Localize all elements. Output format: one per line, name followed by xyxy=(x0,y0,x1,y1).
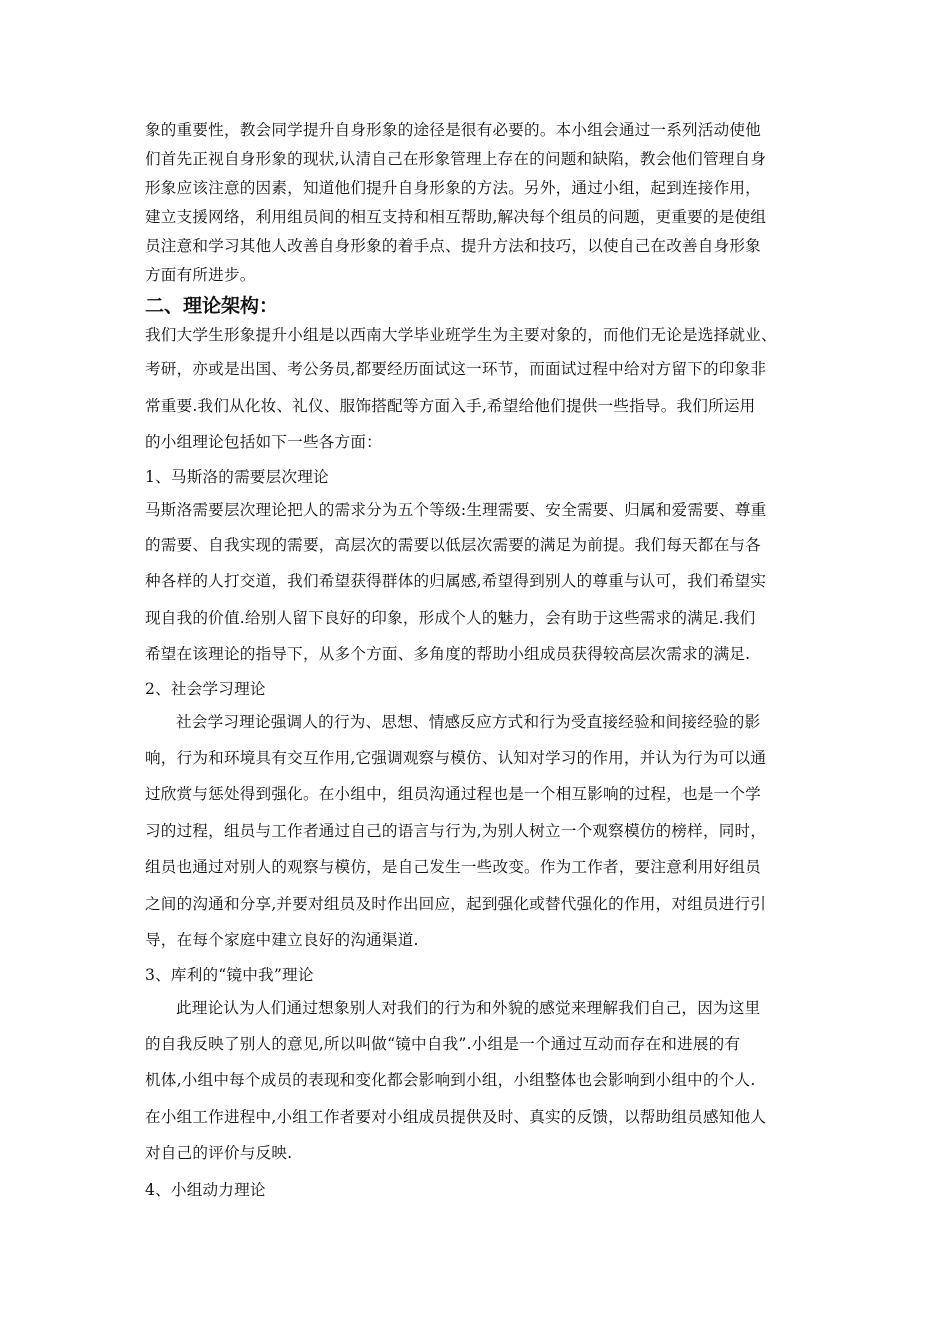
text-line: 的小组理论包括如下一些各方面： xyxy=(145,433,382,451)
theory-paragraph xyxy=(145,991,810,1172)
section-heading: 二、理论架构： xyxy=(145,295,279,317)
text-line: 机体,小组中每个成员的表现和变化都会影响到小组，小组整体也会影响到小组中的个人. xyxy=(145,1071,756,1089)
text-line: 常重要.我们从化妆、礼仪、服饰搭配等方面入手,希望给他们提供一些指导。我们所运用 xyxy=(145,396,756,415)
text-line: 我们大学生形象提升小组是以西南大学毕业班学生为主要对象的，而他们无论是选择就业、 xyxy=(145,326,777,344)
text-line: 过欣赏与惩处得到强化。在小组中，组员沟通过程也是一个相互影响的过程，也是一个学 xyxy=(145,785,761,803)
text-line: 方面有所进步。 xyxy=(145,266,256,284)
text-line: 此理论认为人们通过想象别人对我们的行为和外貌的感觉来理解我们自己，因为这里 xyxy=(176,998,761,1017)
text-line: 社会学习理论强调人的行为、思想、情感反应方式和行为受直接经验和间接经验的影 xyxy=(176,712,761,731)
text-line: 习的过程，组员与工作者通过自己的语言与行为,为别人树立一个观察模仿的榜样，同时， xyxy=(145,821,767,840)
text-line: 员注意和学习其他人改善自身形象的着手点、提升方法和技巧，以使自己在改善自身形象 xyxy=(145,237,761,255)
text-line: 的需要、自我实现的需要，高层次的需要以低层次需要的满足为前提。我们每天都在与各 xyxy=(145,535,761,554)
text-line: 形象应该注意的因素，知道他们提升自身形象的方法。另外，通过小组，起到连接作用， xyxy=(145,179,761,197)
theory-title: 4、小组动力理论 xyxy=(145,1180,266,1199)
theory-title: 2、社会学习理论 xyxy=(145,679,266,698)
text-line: 希望在该理论的指导下，从多个方面、多角度的帮助小组成员获得较高层次需求的满足. xyxy=(145,645,751,663)
document-page xyxy=(145,116,810,1208)
text-line: 响，行为和环境具有交互作用,它强调观察与模仿、认知对学习的作用，并认为行为可以通 xyxy=(145,748,767,767)
text-line: 马斯洛需要层次理论把人的需求分为五个等级:生理需要、安全需要、归属和爱需要、尊重 xyxy=(145,500,767,519)
section-intro-paragraph xyxy=(145,320,810,461)
text-line: 的自我反映了别人的意见,所以叫做“镜中自我”.小组是一个通过互动而存在和进展的有 xyxy=(145,1034,741,1053)
text-line: 组员也通过对别人的观察与模仿，是自己发生一些改变。作为工作者，要注意利用好组员 xyxy=(145,858,761,876)
theory-paragraph xyxy=(145,705,810,959)
theory-paragraph xyxy=(145,494,810,673)
text-line: 象的重要性，教会同学提升自身形象的途径是很有必要的。本小组会通过一系列活动使他 xyxy=(145,121,761,139)
text-line: 们首先正视自身形象的现状,认清自己在形象管理上存在的问题和缺陷，教会他们管理自身 xyxy=(145,150,767,168)
text-line: 考研，亦或是出国、考公务员,都要经历面试这一环节，而面试过程中给对方留下的印象非 xyxy=(145,360,767,378)
intro-paragraph xyxy=(145,116,810,290)
text-line: 建立支援网络，利用组员间的相互支持和相互帮助,解决每个组员的问题，更重要的是使组 xyxy=(145,208,767,226)
text-line: 在小组工作进程中,小组工作者要对小组成员提供及时、真实的反馈，以帮助组员感知他人 xyxy=(145,1107,767,1126)
theory-title: 1、马斯洛的需要层次理论 xyxy=(145,467,329,486)
text-line: 对自己的评价与反映. xyxy=(145,1144,293,1162)
text-line: 种各样的人打交道，我们希望获得群体的归属感,希望得到别人的尊重与认可，我们希望实 xyxy=(145,572,767,590)
theory-title: 3、库利的“镜中我”理论 xyxy=(145,965,314,984)
text-line: 导，在每个家庭中建立良好的沟通渠道. xyxy=(145,931,419,949)
text-line: 现自我的价值.给别人留下良好的印象，形成个人的魅力，会有助于这些需求的满足.我们 xyxy=(145,608,756,627)
text-line: 之间的沟通和分享,并要对组员及时作出回应，起到强化或替代强化的作用，对组员进行引 xyxy=(145,894,767,913)
